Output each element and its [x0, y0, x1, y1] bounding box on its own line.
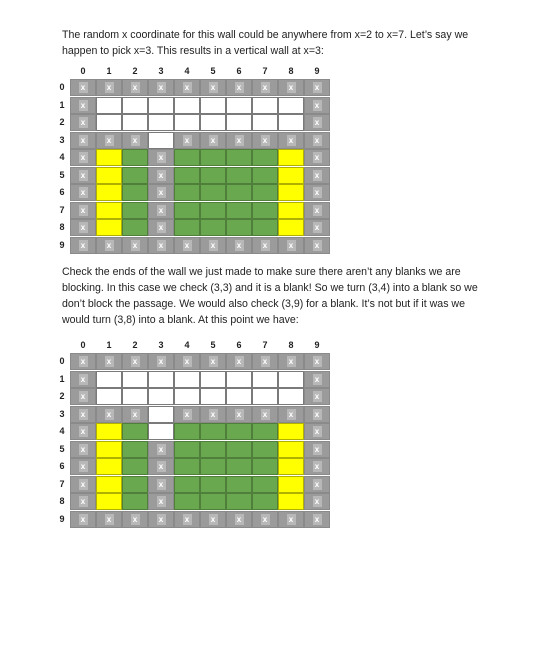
- grid-cell-wall: [70, 167, 96, 184]
- grid-cell-wall: [148, 353, 174, 370]
- column-label: 8: [288, 66, 294, 76]
- column-label: 5: [210, 66, 216, 76]
- paragraph-intro: The random x coordinate for this wall could be anywhere from x=2 to x=7. Let’s say we happen to pick x=3. This results in a vertical wall at x=3:: [62, 29, 469, 57]
- grid-cell-yellow: [96, 167, 122, 184]
- grid-cell-wall: [252, 511, 278, 528]
- grid-cell-wall: [70, 202, 96, 219]
- grid-cell-wall: [304, 353, 330, 370]
- grid-cell-blank: [226, 388, 252, 405]
- grid-cell-blank: [96, 97, 122, 114]
- grid-cell-green: [174, 149, 200, 166]
- grid-cell-wall: [96, 511, 122, 528]
- grid-cell-blank: [174, 371, 200, 388]
- grid-cell-wall: [70, 114, 96, 131]
- grid-cell-green: [122, 476, 148, 493]
- row-label: 9: [59, 239, 65, 250]
- grid-cell-wall: [304, 114, 330, 131]
- grid-cell-green: [200, 476, 226, 493]
- grid-cell-green: [252, 476, 278, 493]
- grid-cell-wall: [200, 132, 226, 149]
- grid-cell-wall: [304, 132, 330, 149]
- grid-cell-wall: [278, 511, 304, 528]
- grid-cell-wall: [96, 406, 122, 423]
- grid-cell-blank: [122, 114, 148, 131]
- grid-cell-wall: [200, 406, 226, 423]
- paragraph-check-ends: Check the ends of the wall we just made to make sure there aren’t any blanks we are blocking. In this case we check (3,3) and it is a blank! So we turn (3,4) into a blank so we don’t block the passage. We would also check (3,9) for a blank. It’s not but if it was we would turn (3,8) into a blank. At this point we have:: [62, 266, 478, 326]
- row-label: 5: [59, 169, 65, 180]
- grid-cell-blank: [96, 114, 122, 131]
- column-label: 4: [184, 340, 190, 350]
- grid-cell-green: [174, 441, 200, 458]
- grid-cell-wall: [96, 237, 122, 254]
- grid-cell-wall: [278, 406, 304, 423]
- column-label: 8: [288, 340, 294, 350]
- grid-cell-green: [252, 167, 278, 184]
- grid-cell-blank: [252, 388, 278, 405]
- grid-cell-wall: [200, 511, 226, 528]
- column-label: 1: [106, 66, 112, 76]
- grid-cell-green: [226, 423, 252, 440]
- grid-cell-blank: [174, 97, 200, 114]
- grid-cell-blank: [174, 388, 200, 405]
- column-label: 3: [158, 66, 164, 76]
- grid-cell-yellow: [96, 184, 122, 201]
- grid-cell-wall: [200, 237, 226, 254]
- grid-cell-yellow: [96, 493, 122, 510]
- grid-cell-blank: [174, 114, 200, 131]
- column-label: 4: [184, 66, 190, 76]
- column-label: 7: [262, 66, 268, 76]
- grid-cell-wall: [148, 511, 174, 528]
- grid-cell-green: [122, 441, 148, 458]
- grid-cell-wall: [278, 79, 304, 96]
- grid-cell-yellow: [96, 476, 122, 493]
- grid-cell-green: [122, 493, 148, 510]
- grid-cell-blank: [278, 114, 304, 131]
- grid-cell-wall: [122, 79, 148, 96]
- column-label: 3: [158, 340, 164, 350]
- grid-cell-wall: [304, 149, 330, 166]
- grid-cell-wall: [96, 79, 122, 96]
- grid-cell-wall: [70, 371, 96, 388]
- grid-cell-wall: [70, 353, 96, 370]
- grid-cell-wall: [148, 184, 174, 201]
- grid-cell-wall: [226, 79, 252, 96]
- grid-cell-wall: [70, 79, 96, 96]
- grid-cell-wall: [304, 219, 330, 236]
- grid-cell-wall: [278, 353, 304, 370]
- grid-cell-green: [226, 149, 252, 166]
- grid-cell-yellow: [278, 458, 304, 475]
- grid-cell-yellow: [96, 441, 122, 458]
- grid-cell-wall: [70, 219, 96, 236]
- grid-cell-green: [200, 441, 226, 458]
- grid-cell-wall: [252, 132, 278, 149]
- grid-cell-wall: [70, 132, 96, 149]
- grid-cell-green: [174, 202, 200, 219]
- grid-cell-blank: [96, 388, 122, 405]
- grid-cell-green: [226, 167, 252, 184]
- grid-cell-wall: [252, 406, 278, 423]
- grid-cell-wall: [174, 79, 200, 96]
- column-label: 0: [80, 66, 86, 76]
- grid-cell-wall: [304, 511, 330, 528]
- grid-cell-green: [122, 167, 148, 184]
- grid-cell-blank: [148, 423, 174, 440]
- grid-cell-green: [252, 184, 278, 201]
- grid-cell-green: [122, 219, 148, 236]
- grid-cell-green: [226, 202, 252, 219]
- grid-cell-wall: [70, 406, 96, 423]
- grid-cell-wall: [200, 79, 226, 96]
- grid-cell-wall: [148, 219, 174, 236]
- grid-cell-green: [200, 219, 226, 236]
- grid-cell-yellow: [278, 167, 304, 184]
- grid-cell-wall: [148, 149, 174, 166]
- grid-cell-wall: [122, 353, 148, 370]
- grid-cell-yellow: [96, 423, 122, 440]
- grid-cell-green: [200, 184, 226, 201]
- grid-cell-blank: [148, 406, 174, 423]
- grid-cell-wall: [70, 423, 96, 440]
- grid-cell-yellow: [96, 202, 122, 219]
- column-label: 7: [262, 340, 268, 350]
- grid-cell-wall: [304, 458, 330, 475]
- row-label: 1: [59, 373, 65, 384]
- row-label: 0: [59, 356, 65, 366]
- grid-cell-blank: [122, 97, 148, 114]
- row-label: 1: [59, 99, 65, 110]
- grid-cell-wall: [70, 237, 96, 254]
- grid-cell-wall: [200, 353, 226, 370]
- grid-cell-green: [122, 423, 148, 440]
- grid-cell-green: [174, 493, 200, 510]
- grid-cell-green: [200, 167, 226, 184]
- row-label: 0: [59, 82, 65, 92]
- column-label: 5: [210, 340, 216, 350]
- row-label: 6: [59, 187, 65, 197]
- grid-cell-wall: [304, 476, 330, 493]
- grid-cell-wall: [122, 237, 148, 254]
- grid-cell-wall: [70, 493, 96, 510]
- grid-cell-wall: [70, 458, 96, 475]
- grid-cell-wall: [70, 149, 96, 166]
- row-label: 8: [59, 496, 65, 506]
- grid-cell-green: [252, 423, 278, 440]
- grid-cell-green: [226, 476, 252, 493]
- grid-cell-wall: [304, 202, 330, 219]
- grid-cell-wall: [70, 97, 96, 114]
- row-label: 3: [59, 408, 65, 419]
- grid-cell-yellow: [278, 149, 304, 166]
- grid-cell-green: [226, 219, 252, 236]
- column-label: 2: [132, 66, 138, 76]
- grid-cell-wall: [226, 132, 252, 149]
- grid-cell-blank: [226, 114, 252, 131]
- grid-cell-wall: [304, 237, 330, 254]
- column-label: 2: [132, 340, 138, 350]
- grid-cell-green: [122, 458, 148, 475]
- grid-cell-green: [226, 184, 252, 201]
- grid-cell-yellow: [278, 219, 304, 236]
- grid-cell-wall: [304, 493, 330, 510]
- grid-cell-green: [252, 202, 278, 219]
- grid-cell-wall: [122, 511, 148, 528]
- grid-cell-blank: [252, 114, 278, 131]
- grid-cell-green: [122, 149, 148, 166]
- grid-cell-blank: [278, 371, 304, 388]
- column-label: 6: [236, 340, 242, 350]
- grid-cell-wall: [148, 167, 174, 184]
- grid-cell-green: [174, 423, 200, 440]
- grid-cell-wall: [148, 441, 174, 458]
- column-label: 9: [314, 66, 320, 76]
- grid-cell-wall: [226, 406, 252, 423]
- row-label: 6: [59, 461, 65, 471]
- grid-cell-green: [226, 441, 252, 458]
- grid-cell-wall: [148, 79, 174, 96]
- grid-cell-wall: [148, 493, 174, 510]
- grid-cell-wall: [304, 388, 330, 405]
- grid-cell-wall: [226, 511, 252, 528]
- grid-cell-yellow: [278, 476, 304, 493]
- grid-cell-wall: [226, 237, 252, 254]
- grid-cell-wall: [226, 353, 252, 370]
- grid-cell-blank: [148, 388, 174, 405]
- grid-cell-wall: [252, 79, 278, 96]
- grid-cell-wall: [304, 423, 330, 440]
- grid-cell-wall: [70, 476, 96, 493]
- grid-cell-yellow: [278, 184, 304, 201]
- grid-cell-blank: [200, 388, 226, 405]
- row-label: 3: [59, 134, 65, 145]
- grid-cell-wall: [70, 511, 96, 528]
- grid-cell-yellow: [278, 441, 304, 458]
- grid-cell-green: [252, 441, 278, 458]
- grid-cell-yellow: [278, 493, 304, 510]
- grid-cell-blank: [252, 97, 278, 114]
- grid-cell-wall: [174, 406, 200, 423]
- grid-cell-green: [174, 458, 200, 475]
- grid-cell-wall: [70, 184, 96, 201]
- grid-cell-wall: [304, 79, 330, 96]
- grid-cell-green: [252, 149, 278, 166]
- column-label: 0: [80, 340, 86, 350]
- grid-cell-green: [200, 149, 226, 166]
- grid-cell-wall: [252, 237, 278, 254]
- grid-cell-wall: [304, 167, 330, 184]
- row-label: 8: [59, 222, 65, 232]
- grid-cell-blank: [200, 114, 226, 131]
- row-label: 2: [59, 117, 65, 127]
- grid-cell-blank: [122, 388, 148, 405]
- grid-cell-yellow: [96, 149, 122, 166]
- grid-cell-wall: [174, 132, 200, 149]
- grid-cell-wall: [174, 237, 200, 254]
- grid-cell-blank: [252, 371, 278, 388]
- grid-cell-wall: [174, 511, 200, 528]
- grid-cell-wall: [278, 132, 304, 149]
- grid-cell-blank: [226, 371, 252, 388]
- grid-cell-green: [200, 202, 226, 219]
- grid-cell-blank: [278, 388, 304, 405]
- row-label: 4: [59, 426, 65, 436]
- grid-cell-wall: [304, 184, 330, 201]
- row-label: 4: [59, 152, 65, 162]
- grid-cell-wall: [70, 441, 96, 458]
- grid-cell-green: [174, 219, 200, 236]
- column-label: 1: [106, 340, 112, 350]
- row-label: 2: [59, 391, 65, 401]
- grid-cell-green: [226, 493, 252, 510]
- grid-cell-green: [200, 458, 226, 475]
- grid-cell-wall: [122, 132, 148, 149]
- grid-cell-wall: [252, 353, 278, 370]
- grid-cell-green: [122, 184, 148, 201]
- grid-cell-wall: [174, 353, 200, 370]
- grid-cell-wall: [148, 202, 174, 219]
- grid-cell-blank: [96, 371, 122, 388]
- grid-cell-blank: [148, 371, 174, 388]
- grid-cell-green: [252, 458, 278, 475]
- grid-cell-blank: [226, 97, 252, 114]
- grid-cell-wall: [148, 458, 174, 475]
- grid-cell-green: [200, 423, 226, 440]
- grid-cell-blank: [148, 132, 174, 149]
- grid-cell-yellow: [278, 202, 304, 219]
- row-label: 7: [59, 478, 65, 489]
- grid-cell-wall: [304, 97, 330, 114]
- grid-cell-wall: [96, 353, 122, 370]
- grid-cell-blank: [200, 97, 226, 114]
- grid-cell-wall: [304, 441, 330, 458]
- grid-cell-wall: [304, 371, 330, 388]
- grid-cell-blank: [148, 97, 174, 114]
- grid-cell-yellow: [96, 219, 122, 236]
- grid-cell-green: [226, 458, 252, 475]
- grid-cell-wall: [304, 406, 330, 423]
- grid-cell-wall: [278, 237, 304, 254]
- grid-cell-green: [122, 202, 148, 219]
- grid-cell-green: [174, 184, 200, 201]
- grid-cell-wall: [96, 132, 122, 149]
- grid-cell-wall: [70, 388, 96, 405]
- row-label: 7: [59, 204, 65, 215]
- grid-cell-blank: [122, 371, 148, 388]
- row-label: 9: [59, 513, 65, 524]
- grid-cell-wall: [148, 476, 174, 493]
- grid-cell-blank: [278, 97, 304, 114]
- column-label: 9: [314, 340, 320, 350]
- grid-cell-wall: [148, 237, 174, 254]
- grid-cell-green: [252, 219, 278, 236]
- column-label: 6: [236, 66, 242, 76]
- grid-cell-yellow: [96, 458, 122, 475]
- grid-cell-blank: [200, 371, 226, 388]
- grid-cell-yellow: [278, 423, 304, 440]
- grid-cell-blank: [148, 114, 174, 131]
- grid-cell-green: [174, 476, 200, 493]
- grid-cell-green: [200, 493, 226, 510]
- grid-cell-green: [252, 493, 278, 510]
- grid-cell-wall: [122, 406, 148, 423]
- row-label: 5: [59, 443, 65, 454]
- grid-cell-green: [174, 167, 200, 184]
